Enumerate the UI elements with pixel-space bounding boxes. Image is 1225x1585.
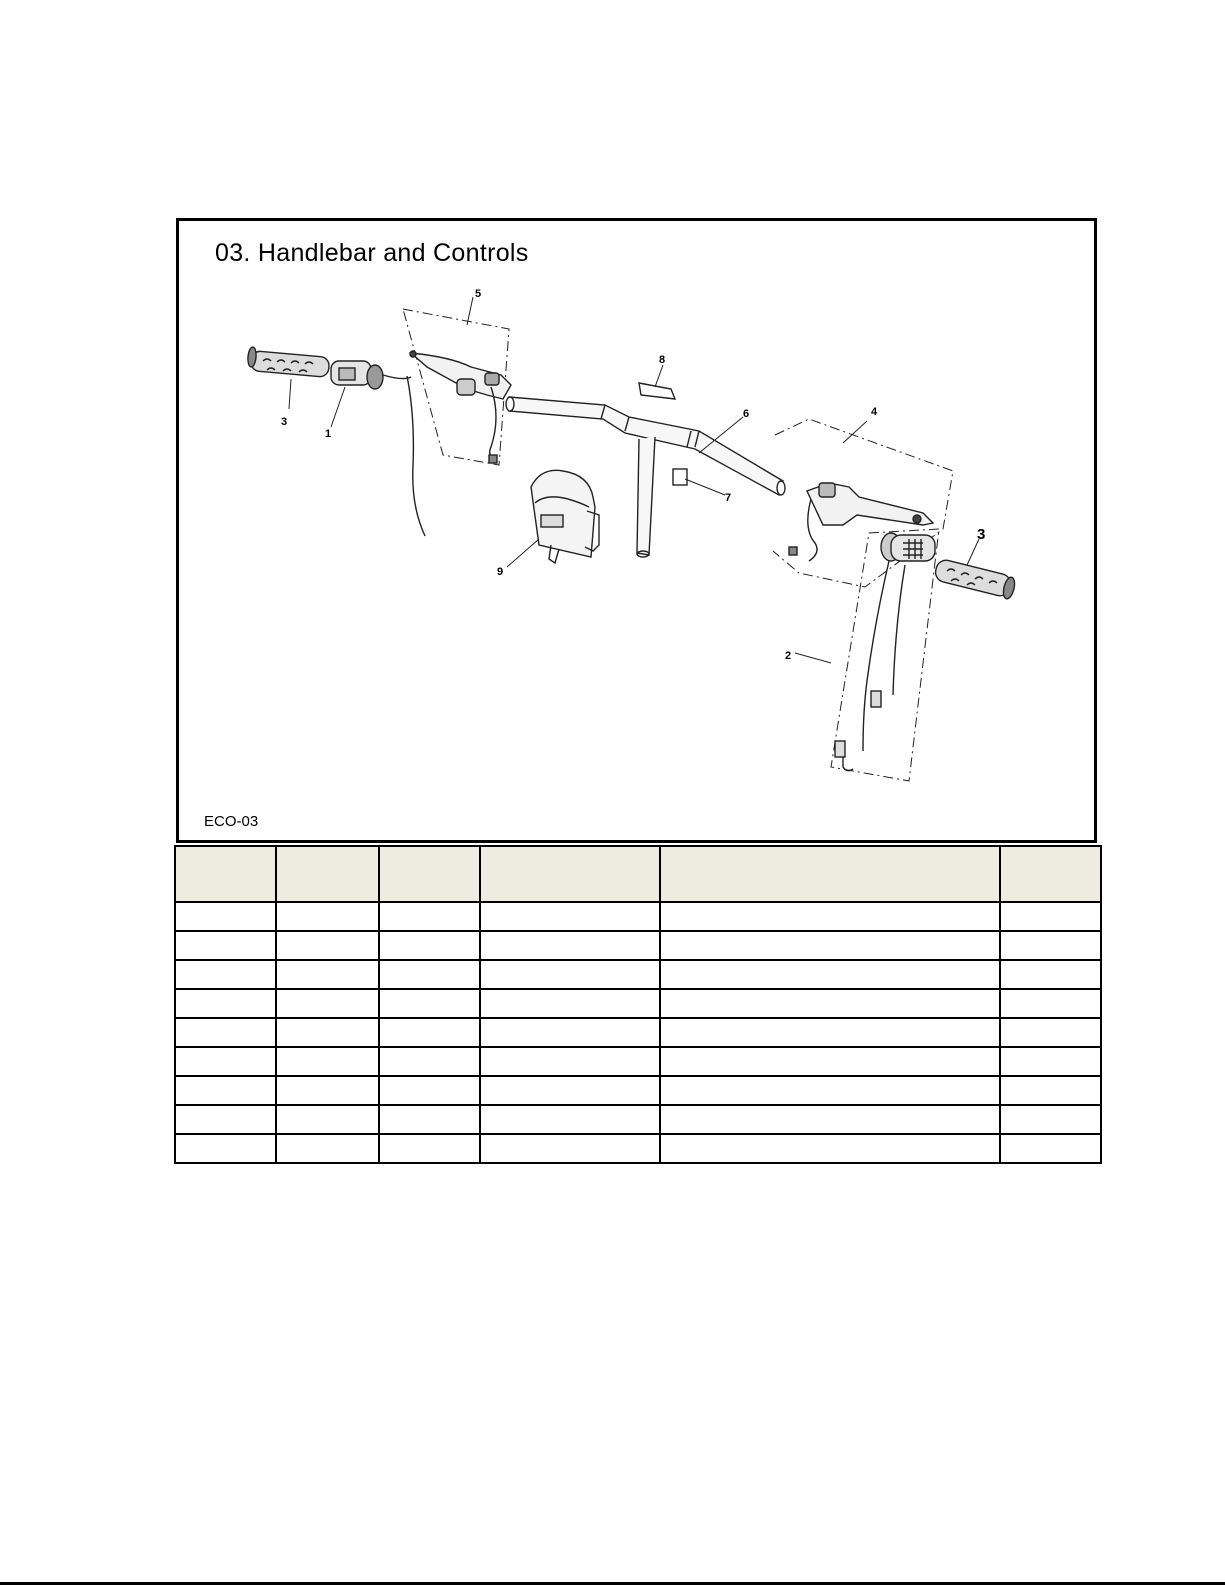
table-cell	[480, 1018, 660, 1047]
left-brake-lever-illustration	[410, 351, 511, 463]
exploded-diagram-panel	[176, 218, 1097, 843]
table-cell	[379, 989, 480, 1018]
table-row	[175, 1047, 1101, 1076]
table-cell	[1000, 960, 1101, 989]
callout-6: 6	[743, 408, 750, 420]
table-header-cell	[379, 846, 480, 902]
table-cell	[175, 1076, 276, 1105]
table-cell	[1000, 1047, 1101, 1076]
callout-8: 8	[659, 354, 666, 366]
table-cell	[175, 960, 276, 989]
table-cell	[379, 960, 480, 989]
table-row	[175, 931, 1101, 960]
table-cell	[175, 989, 276, 1018]
table-header-cell	[1000, 846, 1101, 902]
table-cell	[175, 931, 276, 960]
handlebar-exploded-view	[179, 221, 1094, 840]
table-cell	[1000, 1105, 1101, 1134]
table-cell	[480, 1076, 660, 1105]
callout-5: 5	[475, 288, 482, 300]
table-cell	[379, 1105, 480, 1134]
table-cell	[175, 1018, 276, 1047]
table-cell	[276, 902, 378, 931]
table-header-cell	[480, 846, 660, 902]
table-row	[175, 1134, 1101, 1163]
table-cell	[276, 931, 378, 960]
callout-7: 7	[725, 492, 732, 504]
label-7-illustration	[673, 469, 687, 485]
right-grip-illustration	[933, 558, 1016, 600]
table-row	[175, 902, 1101, 931]
table-cell	[379, 1018, 480, 1047]
table-cell	[480, 1134, 660, 1163]
table-cell	[276, 960, 378, 989]
table-cell	[276, 1018, 378, 1047]
callout-2: 2	[785, 650, 792, 662]
sticker-8-illustration	[639, 383, 675, 399]
table-cell	[480, 1105, 660, 1134]
table-cell	[660, 902, 999, 931]
table-cell	[1000, 1076, 1101, 1105]
table-cell	[660, 1076, 999, 1105]
table-cell	[379, 1076, 480, 1105]
table-header-cell	[175, 846, 276, 902]
table-cell	[1000, 1018, 1101, 1047]
table-row	[175, 960, 1101, 989]
table-cell	[660, 989, 999, 1018]
figure-title: 03. Handlebar and Controls	[215, 239, 529, 267]
table-cell	[175, 1105, 276, 1134]
table-cell	[379, 931, 480, 960]
table-cell	[1000, 1134, 1101, 1163]
table-cell	[660, 1105, 999, 1134]
table-cell	[276, 1047, 378, 1076]
table-row	[175, 1018, 1101, 1047]
table-cell	[1000, 931, 1101, 960]
table-cell	[276, 1076, 378, 1105]
table-cell	[1000, 989, 1101, 1018]
table-header-cell	[660, 846, 999, 902]
callout-1: 1	[325, 428, 332, 440]
table-cell	[175, 902, 276, 931]
table-cell	[276, 1105, 378, 1134]
table-cell	[379, 1134, 480, 1163]
table-cell	[660, 931, 999, 960]
table-cell	[276, 1134, 378, 1163]
figure-code: ECO-03	[204, 813, 259, 830]
leader-lines	[289, 297, 979, 663]
callout-4: 4	[871, 406, 878, 418]
table-cell	[660, 960, 999, 989]
table-cell	[379, 1047, 480, 1076]
parts-table	[174, 845, 1102, 1164]
table-row	[175, 1105, 1101, 1134]
table-cell	[480, 989, 660, 1018]
table-row	[175, 989, 1101, 1018]
table-cell	[1000, 902, 1101, 931]
display-meter-illustration	[531, 470, 599, 563]
table-cell	[480, 960, 660, 989]
table-cell	[175, 1047, 276, 1076]
table-cell	[175, 1134, 276, 1163]
table-cell	[660, 1134, 999, 1163]
table-header-row	[175, 846, 1101, 902]
table-header-cell	[276, 846, 378, 902]
table-cell	[480, 1047, 660, 1076]
table-cell	[480, 931, 660, 960]
table-cell	[660, 1018, 999, 1047]
table-cell	[276, 989, 378, 1018]
left-grip-illustration	[247, 347, 330, 378]
callout-9: 9	[497, 566, 504, 578]
table-row	[175, 1076, 1101, 1105]
table-cell	[660, 1047, 999, 1076]
table-cell	[379, 902, 480, 931]
table-cell	[480, 902, 660, 931]
callout-3-right: 3	[977, 526, 986, 543]
right-throttle-illustration	[835, 533, 935, 771]
callout-3-left: 3	[281, 416, 288, 428]
